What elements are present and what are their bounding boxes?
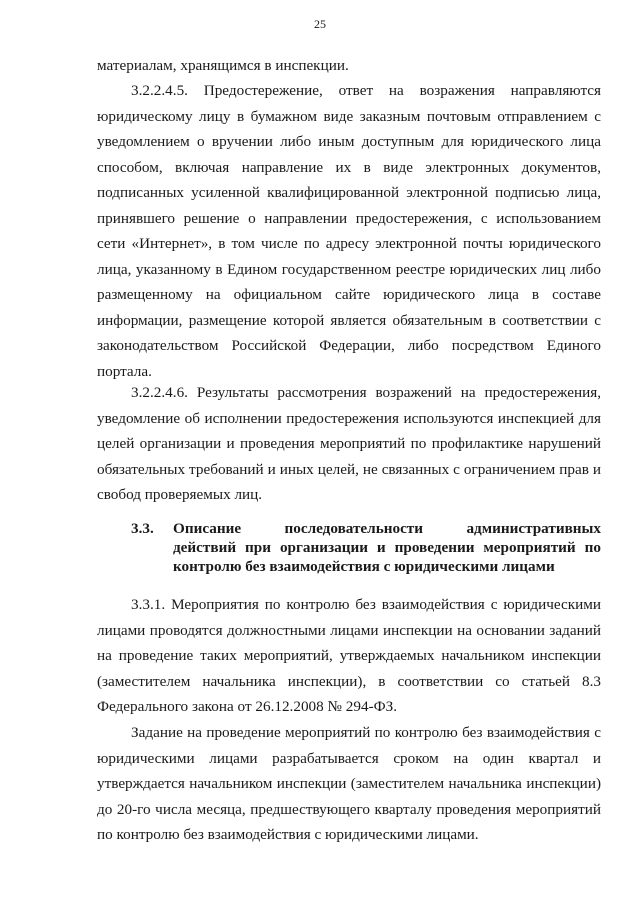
section-heading-line-1: Описание последовательности административных [173, 520, 601, 537]
paragraph-task-assignment: Задание на проведение мероприятий по контролю без взаимодействия с юридическими лицами разрабатывается сроком на один квартал и утверждается начальником инспекции (заместителем начальника инспекции) до 20-го числа месяца, предшествующего кварталу проведения мероприятий по контролю без взаимодействия с юридическими лицами. [97, 724, 601, 843]
paragraph-continuation: материалам, хранящимся в инспекции. [97, 57, 349, 74]
paragraph-3-3-1: 3.3.1. Мероприятия по контролю без взаимодействия с юридическими лицами проводятся должностными лицами инспекции на основании заданий на проведение таких мероприятий, утверждаемых начальником инспекции (заместителем начальника инспекции), в соответствии со статьей 8.3 Федерального закона от 26.12.2008 № 294-ФЗ. [97, 596, 601, 715]
paragraph-3-2-2-4-5: 3.2.2.4.5. Предостережение, ответ на возражения направляются юридическому лицу в бумажном виде заказным почтовым отправлением с уведомлением о вручении либо иным доступным для юридического лица способом, включая направление их в виде электронных документов, подписанных усиленной квалифицированной электронной подписью лица, принявшего решение о направлении предостережения, с использованием сети «Интернет», в том числе по адресу электронной почты юридического лица, указанному в Едином государственном реестре юридических лиц либо размещенному на официальном сайте юридического лица в составе информации, размещение которой является обязательным в соответствии с законодательством Российской Федерации, либо посредством Единого портала. [97, 82, 601, 380]
section-heading-line-2: действий при организации и проведении мероприятий по [173, 539, 601, 556]
section-heading-line-3: контролю без взаимодействия с юридическими лицами [173, 558, 555, 575]
paragraph-3-2-2-4-6: 3.2.2.4.6. Результаты рассмотрения возражений на предостережения, уведомление об исполнении предостережения используются инспекцией для целей организации и проведения мероприятий по профилактике нарушений обязательных требований и иных целей, не связанных с ограничением прав и свобод проверяемых лиц. [97, 384, 601, 503]
page-number: 25 [314, 17, 326, 31]
section-heading-number: 3.3. [131, 520, 154, 537]
